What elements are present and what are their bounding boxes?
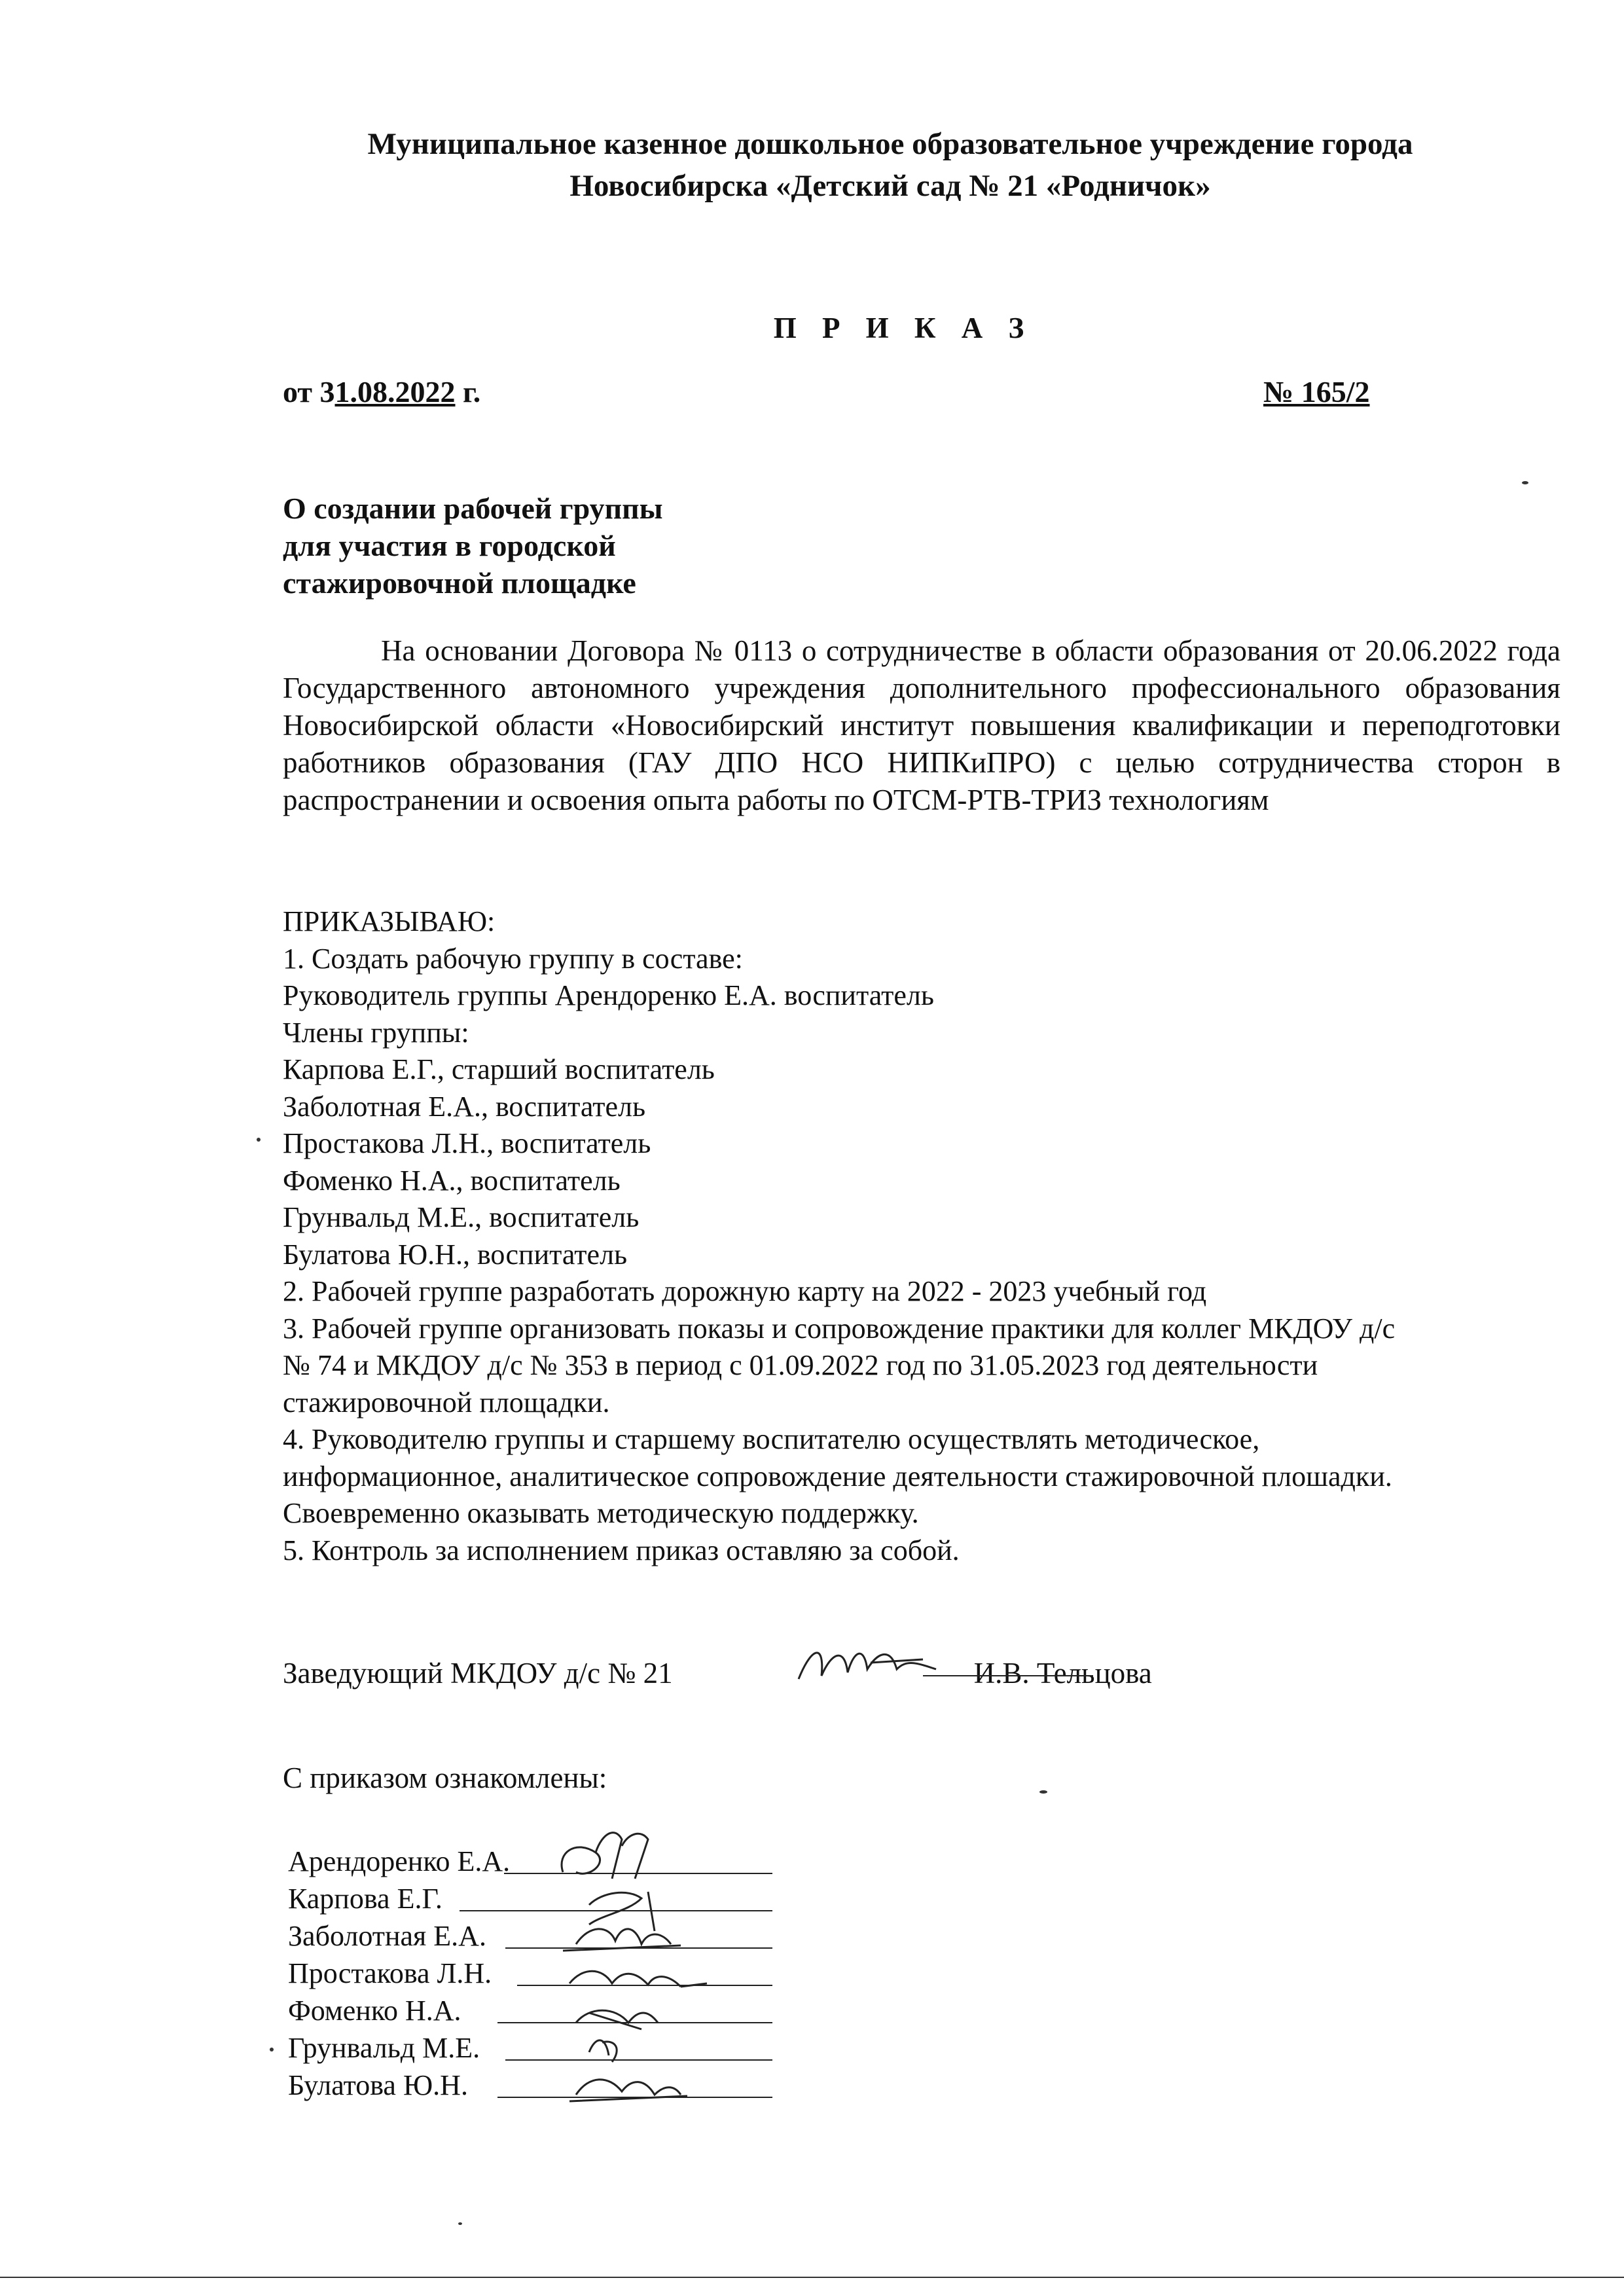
ack-row bbox=[288, 1917, 510, 1955]
ack-name: Заболотная Е.А. bbox=[288, 1920, 486, 1952]
item-3-line1: 3. Рабочей группе организовать показы и сопровождение практики для коллег МКДОУ д/с bbox=[283, 1312, 1396, 1345]
scan-speck bbox=[1039, 1790, 1047, 1794]
scan-speck bbox=[458, 2222, 462, 2225]
item-3-line3: стажировочной площадки. bbox=[283, 1386, 610, 1419]
item-2: 2. Рабочей группе разработать дорожную карту на 2022 - 2023 учебный год bbox=[283, 1275, 1207, 1307]
ack-row bbox=[288, 1880, 510, 1917]
organization-name-line1: Муниципальное казенное дошкольное образовательное учреждение города bbox=[367, 127, 1413, 161]
scan-speck bbox=[1522, 481, 1528, 484]
order-body bbox=[283, 903, 1566, 1569]
organization-header bbox=[236, 123, 1545, 207]
ack-row bbox=[288, 1955, 510, 1992]
subject-line1: О создании рабочей группы bbox=[283, 492, 663, 525]
acknowledgement-list bbox=[288, 1843, 510, 2104]
order-date bbox=[283, 374, 480, 409]
ack-name: Простакова Л.Н. bbox=[288, 1957, 492, 1989]
ack-name: Карпова Е.Г. bbox=[288, 1883, 442, 1915]
order-date-suffix: г. bbox=[455, 375, 481, 408]
order-title: П Р И К А З bbox=[773, 312, 1034, 344]
member-item: Фоменко Н.А., воспитатель bbox=[283, 1164, 621, 1197]
member-item: Простакова Л.Н., воспитатель bbox=[283, 1127, 651, 1159]
ack-signatures bbox=[550, 1826, 799, 2114]
order-subject bbox=[283, 490, 663, 602]
head-name: И.В. Тельцова bbox=[973, 1657, 1152, 1690]
ack-name: Булатова Ю.Н. bbox=[288, 2069, 468, 2101]
member-item: Заболотная Е.А., воспитатель bbox=[283, 1090, 646, 1123]
item-4-line1: 4. Руководителю группы и старшему воспитателю осуществлять методическое, bbox=[283, 1423, 1260, 1455]
acknowledgement-title: С приказом ознакомлены: bbox=[283, 1762, 607, 1794]
organization-name-line2: Новосибирска «Детский сад № 21 «Родничок» bbox=[569, 169, 1211, 203]
ack-row bbox=[288, 2067, 510, 2104]
ack-row bbox=[288, 1992, 510, 2029]
order-number: № 165/2 bbox=[1263, 375, 1370, 408]
item-4-line2: информационное, аналитическое сопровождение деятельности стажировочной плошадки. bbox=[283, 1460, 1392, 1492]
basis-paragraph: На основании Договора № 0113 о сотрудничестве в области образования от 20.06.2022 года Государственного автономного учреждения дополнительного профессионального образования Новосибирской области «Новосибирский институт повышения квалификации и переподготовки работников образования (ГАУ ДПО НСО НИПКиПРО) с целью сотрудничества сторон в распространении и освоения опыта работы по ОТСМ-РТВ-ТРИЗ технологиям bbox=[283, 634, 1561, 816]
ack-name: Фоменко Н.А. bbox=[288, 1995, 461, 2027]
subject-line2: для участия в городской bbox=[283, 529, 616, 562]
scan-speck bbox=[270, 2048, 274, 2051]
member-item: Карпова Е.Г., старший воспитатель bbox=[283, 1053, 715, 1085]
order-date-prefix: от 3 bbox=[283, 375, 335, 408]
member-item: Грунвальд М.Е., воспитатель bbox=[283, 1201, 640, 1233]
item-1: 1. Создать рабочую группу в составе: bbox=[283, 942, 743, 975]
scan-speck bbox=[257, 1138, 261, 1142]
ack-row bbox=[288, 1843, 510, 1880]
scan-edge-line bbox=[0, 2277, 1624, 2278]
item-3-line2: № 74 и МКДОУ д/с № 353 в период с 01.09.2022 год по 31.05.2023 год деятельности bbox=[283, 1349, 1318, 1381]
members-label: Члены группы: bbox=[283, 1016, 469, 1049]
item-4-line3: Своевременно оказывать методическую поддержку. bbox=[283, 1497, 919, 1529]
subject-line3: стажировочной площадке bbox=[283, 566, 636, 600]
head-signature bbox=[792, 1640, 1100, 1692]
order-date-value: 1.08.2022 bbox=[334, 375, 456, 408]
order-word: ПРИКАЗЫВАЮ: bbox=[283, 905, 496, 937]
ack-name: Арендоренко Е.А. bbox=[288, 1845, 511, 1877]
item-5: 5. Контроль за исполнением приказ оставляю за собой. bbox=[283, 1534, 960, 1566]
member-item: Булатова Ю.Н., воспитатель bbox=[283, 1238, 628, 1271]
head-position: Заведующий МКДОУ д/с № 21 bbox=[283, 1657, 673, 1690]
ack-name: Грунвальд М.Е. bbox=[288, 2032, 480, 2064]
group-leader: Руководитель группы Арендоренко Е.А. воспитатель bbox=[283, 979, 934, 1011]
ack-row bbox=[288, 2029, 510, 2067]
